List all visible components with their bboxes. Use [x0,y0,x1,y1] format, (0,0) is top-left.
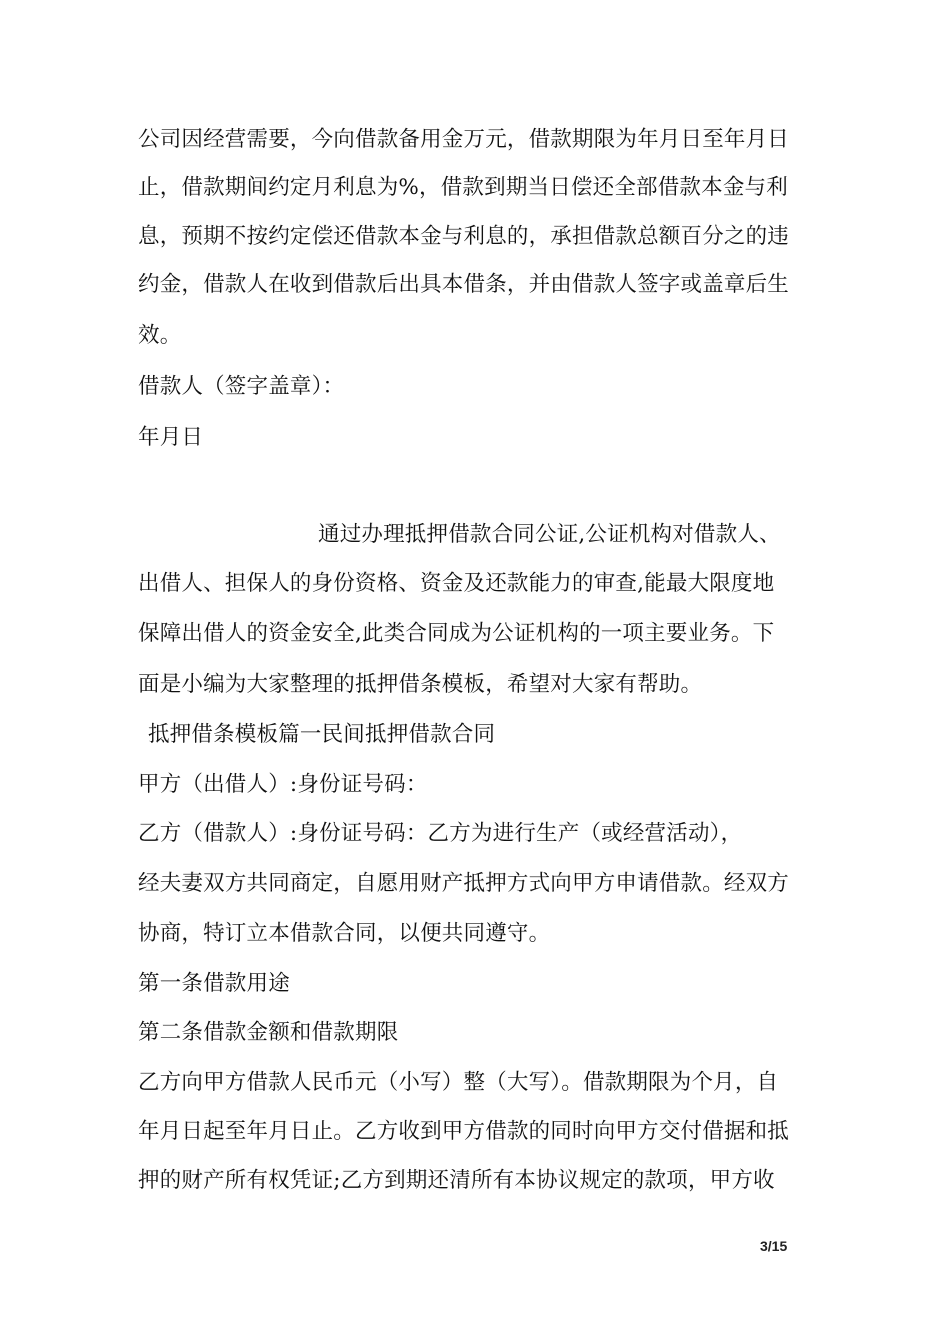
paragraph-line: 止，借款期间约定月利息为%，借款到期当日偿还全部借款本金与利 [138,175,788,200]
paragraph-line: 保障出借人的资金安全,此类合同成为公证机构的一项主要业务。下 [138,621,775,646]
borrower-signature-label: 借款人（签字盖章）： [138,374,345,399]
paragraph-line: 出借人、担保人的身份资格、资金及还款能力的审查,能最大限度地 [138,571,775,596]
party-b-line: 乙方（借款人）:身份证号码：乙方为进行生产（或经营活动）， [138,821,743,846]
paragraph-line: 约金，借款人在收到借款后出具本借条，并由借款人签字或盖章后生 [138,272,790,297]
paragraph-line: 通过办理抵押借款合同公证,公证机构对借款人、 [318,522,781,547]
party-a-line: 甲方（出借人）:身份证号码： [138,772,428,797]
paragraph-line: 协商，特订立本借款合同，以便共同遵守。 [138,921,551,946]
paragraph-line: 面是小编为大家整理的抵押借条模板，希望对大家有帮助。 [138,672,703,697]
page-number: 3/15 [760,1238,788,1254]
section-title: 抵押借条模板篇一民间抵押借款合同 [148,722,496,747]
paragraph-line: 息，预期不按约定偿还借款本金与利息的，承担借款总额百分之的违 [138,224,790,249]
paragraph-line: 年月日起至年月日止。乙方收到甲方借款的同时向甲方交付借据和抵 [138,1119,790,1144]
paragraph-line: 经夫妻双方共同商定，自愿用财产抵押方式向甲方申请借款。经双方 [138,871,790,896]
paragraph-line: 公司因经营需要，今向借款备用金万元，借款期限为年月日至年月日 [138,127,790,152]
paragraph-line: 押的财产所有权凭证;乙方到期还清所有本协议规定的款项，甲方收 [138,1168,775,1193]
paragraph-line: 效。 [138,323,182,348]
date-line: 年月日 [138,425,204,450]
paragraph-line: 乙方向甲方借款人民币元（小写）整（大写）。借款期限为个月，自 [138,1070,779,1095]
article-heading: 第二条借款金额和借款期限 [138,1020,399,1045]
article-heading: 第一条借款用途 [138,971,290,996]
